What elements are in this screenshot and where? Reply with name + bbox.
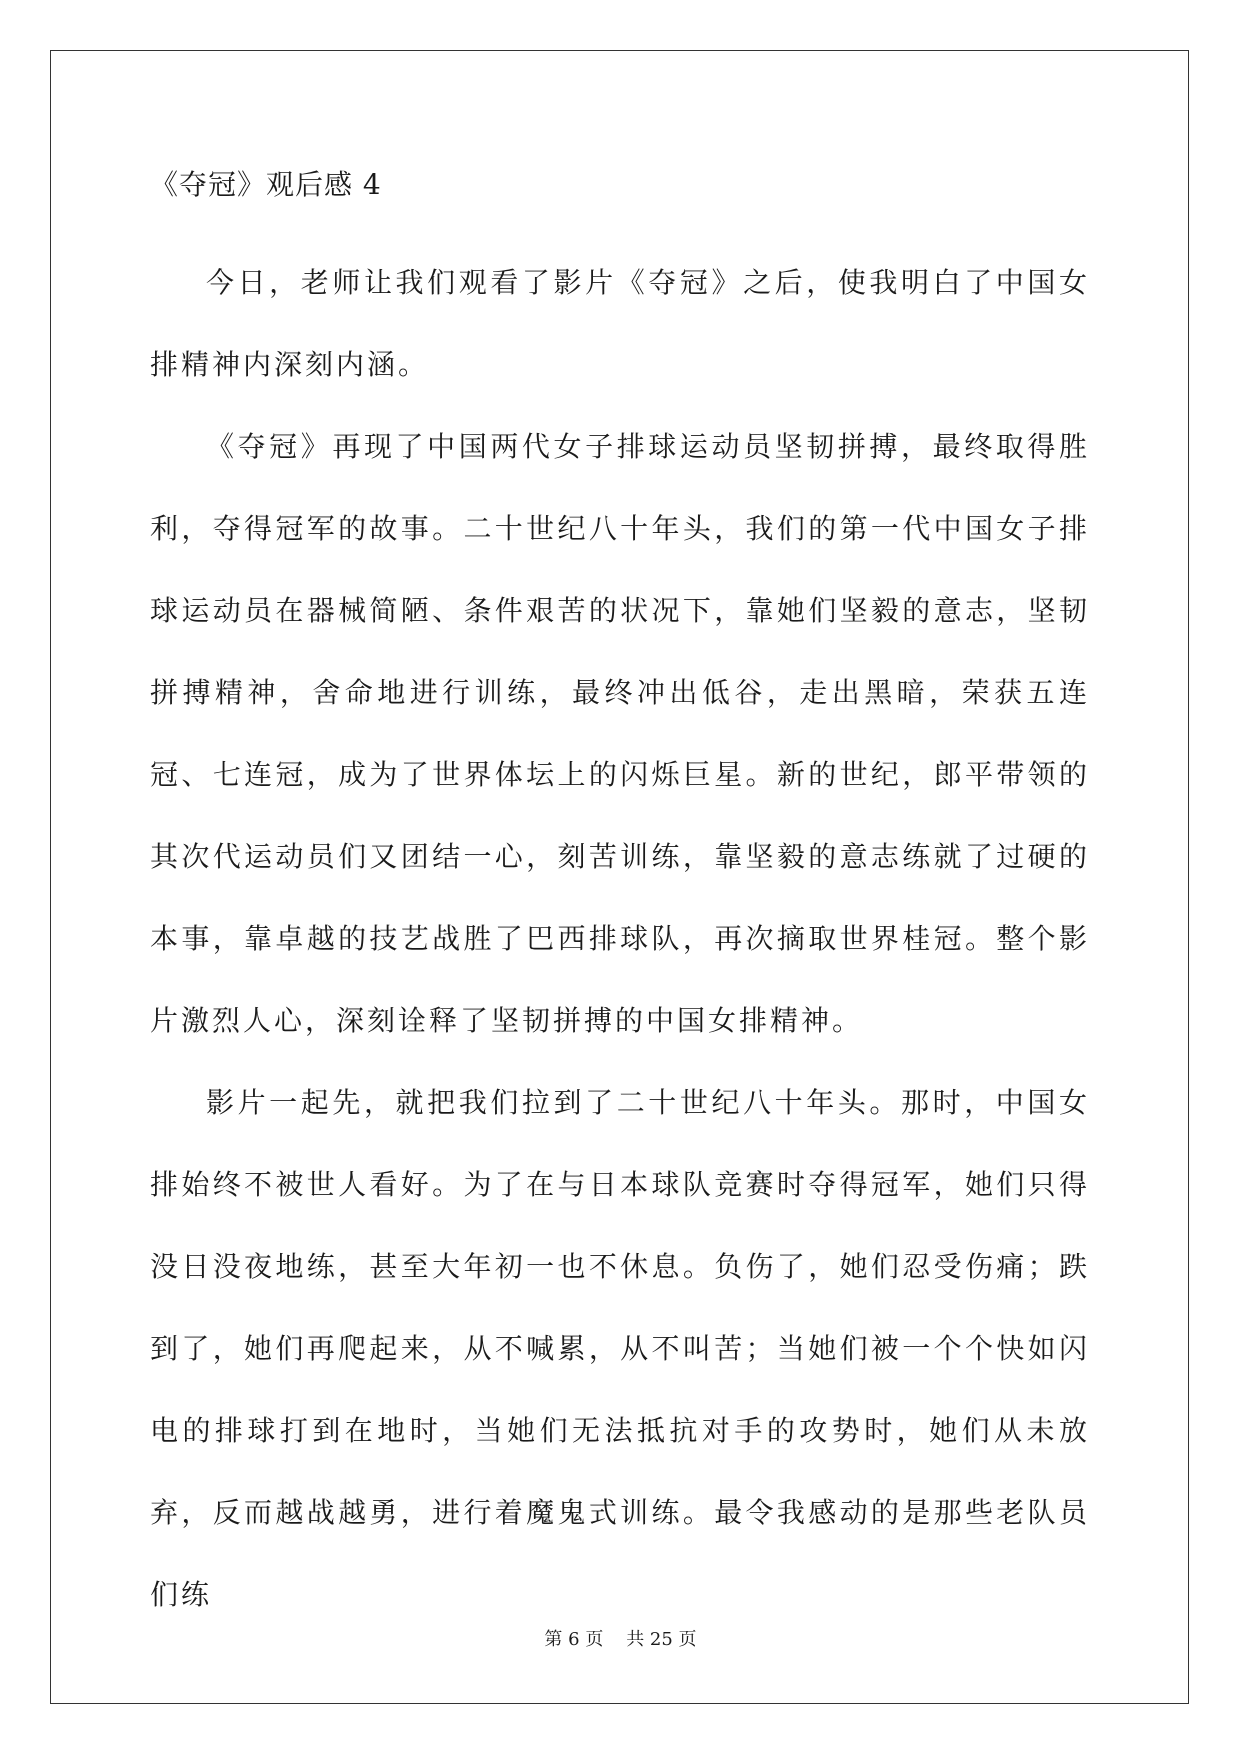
page-footer <box>0 1628 1241 1652</box>
page-number-label: 第 6 页 共 25 页 <box>544 1629 697 1650</box>
paragraph-3: 影片一起先，就把我们拉到了二十世纪八十年头。那时，中国女排始终不被世人看好。为了在与日本球队竞赛时夺得冠军，她们只得没日没夜地练，甚至大年初一也不休息。负伤了，她们忍受伤痛；跌到了，她们再爬起来，从不喊累，从不叫苦；当她们被一个个快如闪电的排球打到在地时，当她们无法抵抗对手的攻势时，她们从未放弃，反而越战越勇，进行着魔鬼式训练。最令我感动的是那些老队员们练 <box>150 1086 1090 1611</box>
document-title: 《夺冠》观后感 4 <box>150 168 382 201</box>
paragraph-2: 《夺冠》再现了中国两代女子排球运动员坚韧拼搏，最终取得胜利，夺得冠军的故事。二十世纪八十年头，我们的第一代中国女子排球运动员在器械简陋、条件艰苦的状况下，靠她们坚毅的意志，坚韧拼搏精神，舍命地进行训练，最终冲出低谷，走出黑暗，荣获五连冠、七连冠，成为了世界体坛上的闪烁巨星。新的世纪，郎平带领的其次代运动员们又团结一心，刻苦训练，靠坚毅的意志练就了过硬的本事，靠卓越的技艺战胜了巴西排球队，再次摘取世界桂冠。整个影片激烈人心，深刻诠释了坚韧拼搏的中国女排精神。 <box>150 430 1090 1037</box>
document-body <box>150 160 1090 1636</box>
paragraph-1: 今日，老师让我们观看了影片《夺冠》之后，使我明白了中国女排精神内深刻内涵。 <box>150 266 1090 381</box>
